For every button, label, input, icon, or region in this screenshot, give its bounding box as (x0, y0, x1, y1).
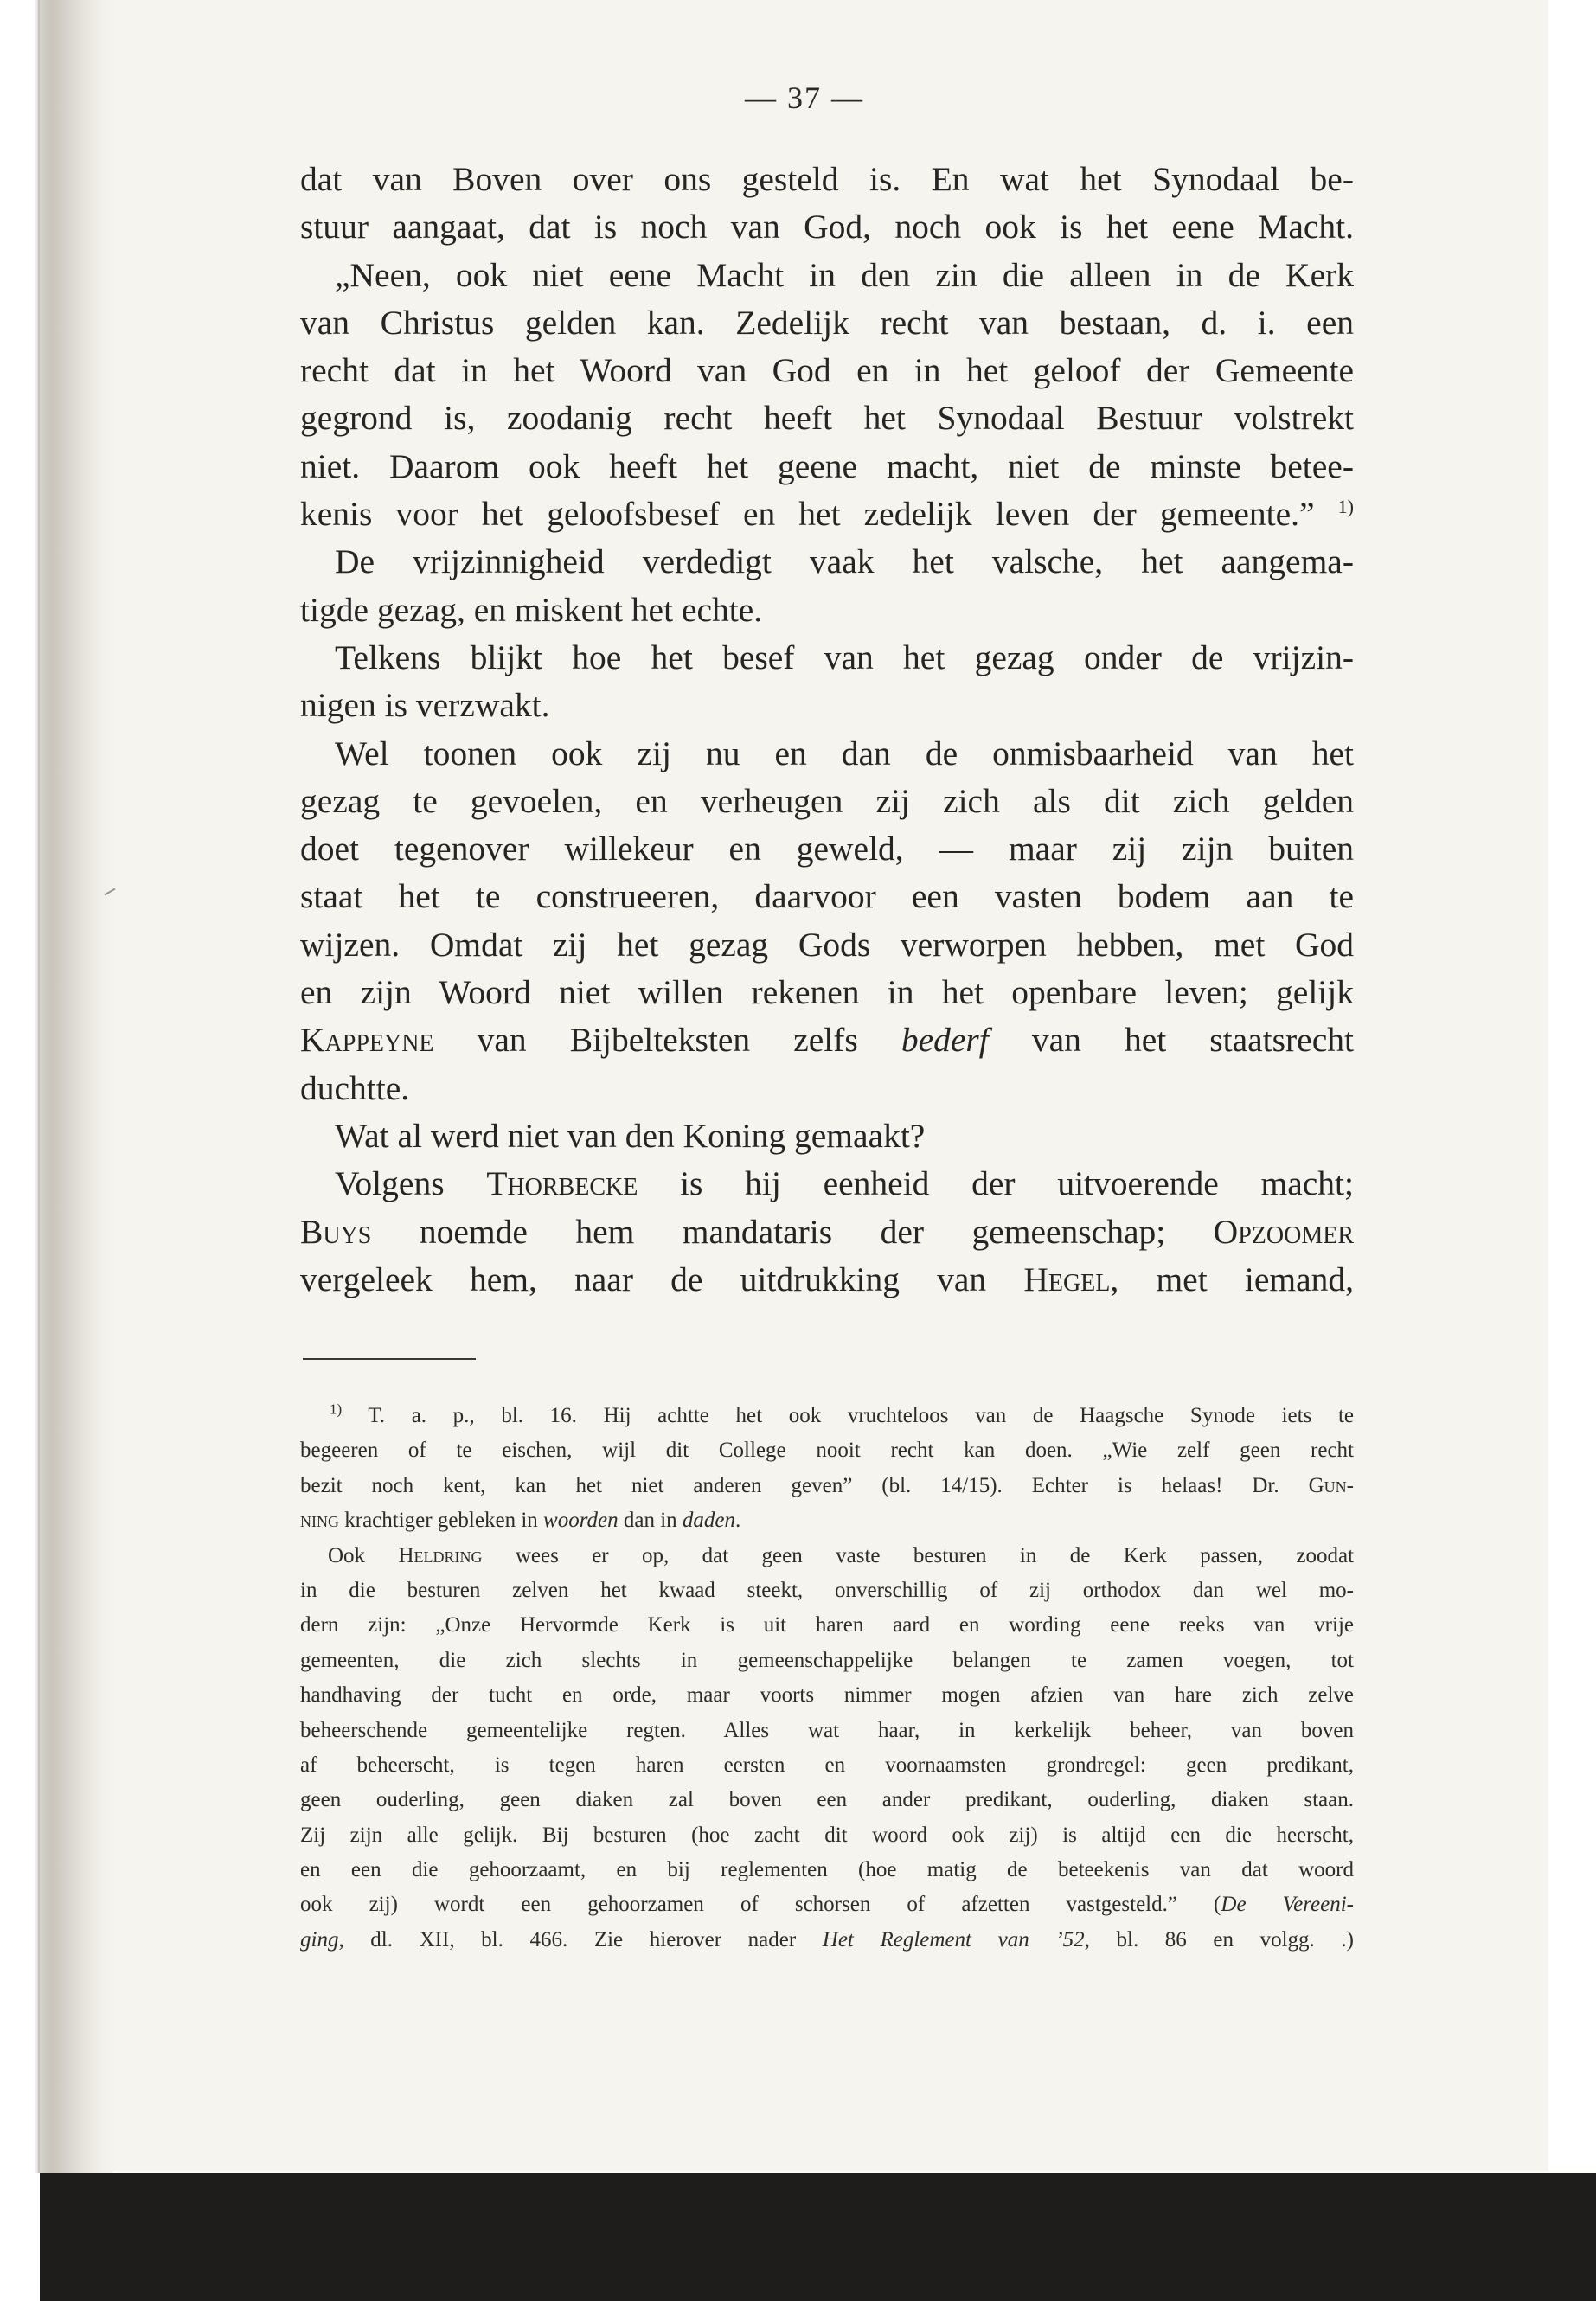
footnote-line (300, 1923, 1354, 1958)
footnote-line: gemeenten, die zich slechts in gemeenschappelijke belangen te zamen voegen, tot (300, 1648, 1354, 1672)
text-line: doet tegenover willekeur en geweld, — maar zij zijn buiten (300, 830, 1354, 868)
footnote-marker: 1) (330, 1400, 343, 1418)
text-segment: dan in (618, 1509, 683, 1533)
text-line: Wat al werd niet van den Koning gemaakt? (335, 1116, 926, 1155)
scanner-bottom-band (0, 2173, 1596, 2301)
text-segment: , met iemand, (1110, 1259, 1354, 1298)
text-segment: . (735, 1509, 741, 1533)
footnote-line (300, 1503, 1354, 1538)
text-segment: Volgens (335, 1164, 487, 1203)
text-segment: van het staatsrecht (988, 1021, 1354, 1060)
small-caps-name: Opzoomer (1213, 1212, 1354, 1251)
footnote-line: geen ouderling, geen diaken zal boven een ander predikant, ouderling, diaken staan. (300, 1788, 1354, 1812)
text-segment: kenis voor het geloofsbesef en het zedelijk leven der gemeente.” (300, 495, 1315, 534)
text-segment: krachtiger gebleken in (339, 1509, 544, 1533)
footnote-separator (303, 1358, 476, 1360)
text-line: Telkens blijkt hoe het besef van het gezag onder de vrijzin- (335, 638, 1354, 676)
small-caps-name: ning (300, 1509, 339, 1533)
text-segment: T. a. p., bl. 16. Hij achtte het ook vruchteloos van de Haagsche Synode iets te (368, 1404, 1354, 1427)
italic-word: ging (300, 1927, 339, 1952)
small-caps-name: Buys (300, 1212, 372, 1251)
footnote-line: in die besturen zelven het kwaad steekt, onverschillig of zij orthodox dan wel mo- (300, 1578, 1354, 1602)
body-text (300, 156, 1354, 1304)
scanner-bottom-margin (0, 2173, 40, 2301)
text-segment: bezit noch kent, kan het niet anderen geven” (bl. 14/15). Echter is helaas! Dr. (300, 1473, 1309, 1497)
page-number: — 37 — (745, 80, 864, 115)
text-segment: wees er op, dat geen vaste besturen in de Kerk passen, zoodat (482, 1543, 1354, 1567)
small-caps-name: Thorbecke (486, 1164, 638, 1203)
footnote-line: handhaving der tucht en orde, maar voorts nimmer mogen afzien van hare zich zelve (300, 1683, 1354, 1708)
text-line: recht dat in het Woord van God en in het geloof der Gemeente (300, 351, 1354, 390)
footnote-reference: 1) (1337, 495, 1354, 517)
text-line: dat van Boven over ons gesteld is. En wat het Synodaal be- (300, 160, 1354, 198)
text-line: wijzen. Omdat zij het gezag Gods verworpen hebben, met God (300, 925, 1354, 964)
text-segment: ook zij) wordt een gehoorzamen of schorsen of afzetten vastgesteld.” ( (300, 1893, 1221, 1917)
text-segment: is hij eenheid der uitvoerende macht; (638, 1164, 1354, 1203)
footnote-line (300, 1888, 1354, 1922)
text-line: niet. Daarom ook heeft het geene macht, niet de minste betee- (300, 446, 1354, 485)
text-line: „Neen, ook niet eene Macht in den zin die alleen in de Kerk (335, 255, 1354, 294)
text-line: stuur aangaat, dat is noch van God, noch ook is het eene Macht. (300, 208, 1354, 247)
small-caps-name: Gun- (1308, 1473, 1354, 1497)
text-line: nigen is verzwakt. (300, 686, 550, 725)
text-line (300, 1016, 1354, 1064)
text-segment: vergeleek hem, naar de uitdrukking van (300, 1259, 1024, 1298)
text-line: tigde gezag, en miskent het echte. (300, 590, 763, 629)
binding-shadow (0, 0, 112, 2301)
text-line: gegrond is, zoodanig recht heeft het Synodaal Bestuur volstrekt (300, 399, 1354, 438)
small-caps-name: Hegel (1023, 1259, 1111, 1298)
footnote-line (300, 1469, 1354, 1503)
text-line (300, 490, 1354, 538)
text-line: van Christus gelden kan. Zedelijk recht van bestaan, d. i. een (300, 303, 1354, 342)
text-segment: Ook (328, 1543, 399, 1567)
footnote-line (300, 1539, 1354, 1574)
text-line (300, 1160, 1354, 1208)
right-scan-margin (1548, 0, 1596, 2171)
footnote-line: Zij zijn alle gelijk. Bij besturen (hoe zacht dit woord ook zij) is altijd een die heerscht, (300, 1823, 1354, 1847)
footnote-line: dern zijn: „Onze Hervormde Kerk is uit haren aard en wording eene reeks van vrije (300, 1613, 1354, 1638)
text-line: en zijn Woord niet willen rekenen in het openbare leven; gelijk (300, 973, 1354, 1012)
footnote-line (300, 1399, 1354, 1433)
footnotes (300, 1399, 1354, 1958)
footnote-line: beheerschende gemeentelijke regten. Alles wat haar, in kerkelijk beheer, van boven (300, 1718, 1354, 1742)
italic-word: Het Reglement van ’52 (822, 1927, 1085, 1952)
text-segment: , bl. 86 en volgg. .) (1084, 1927, 1354, 1952)
footnote-line: af beheerscht, is tegen haren eersten en voornaamsten grondregel: geen predikant, (300, 1753, 1354, 1777)
italic-word: bederf (901, 1021, 989, 1060)
text-segment: noemde hem mandataris der gemeenschap; (371, 1212, 1214, 1251)
text-line: De vrijzinnigheid verdedigt vaak het valsche, het aangema- (335, 542, 1354, 581)
text-line: gezag te gevoelen, en verheugen zij zich als dit zich gelden (300, 781, 1354, 820)
italic-word: De Vereeni- (1221, 1893, 1354, 1917)
text-line: staat het te construeeren, daarvoor een vasten bodem aan te (300, 877, 1354, 916)
text-segment: van Bijbelteksten zelfs (433, 1021, 901, 1060)
italic-word: woorden (543, 1509, 619, 1533)
footnote-line: begeeren of te eischen, wijl dit College nooit recht kan doen. „Wie zelf geen recht (300, 1439, 1354, 1463)
small-caps-name: Kappeyne (300, 1021, 434, 1060)
text-line: duchtte. (300, 1068, 410, 1107)
scan-edge-line (38, 0, 40, 2301)
text-segment: , dl. XII, bl. 466. Zie hierover nader (338, 1927, 823, 1952)
text-line: Wel toonen ook zij nu en dan de onmisbaarheid van het (335, 734, 1354, 772)
small-caps-name: Heldring (398, 1543, 483, 1567)
footnote-line: en een die gehoorzaamt, en bij reglementen (hoe matig de beteekenis van dat woord (300, 1858, 1354, 1882)
italic-word: daden (682, 1509, 735, 1533)
text-line (300, 1208, 1354, 1256)
text-line (300, 1256, 1354, 1304)
